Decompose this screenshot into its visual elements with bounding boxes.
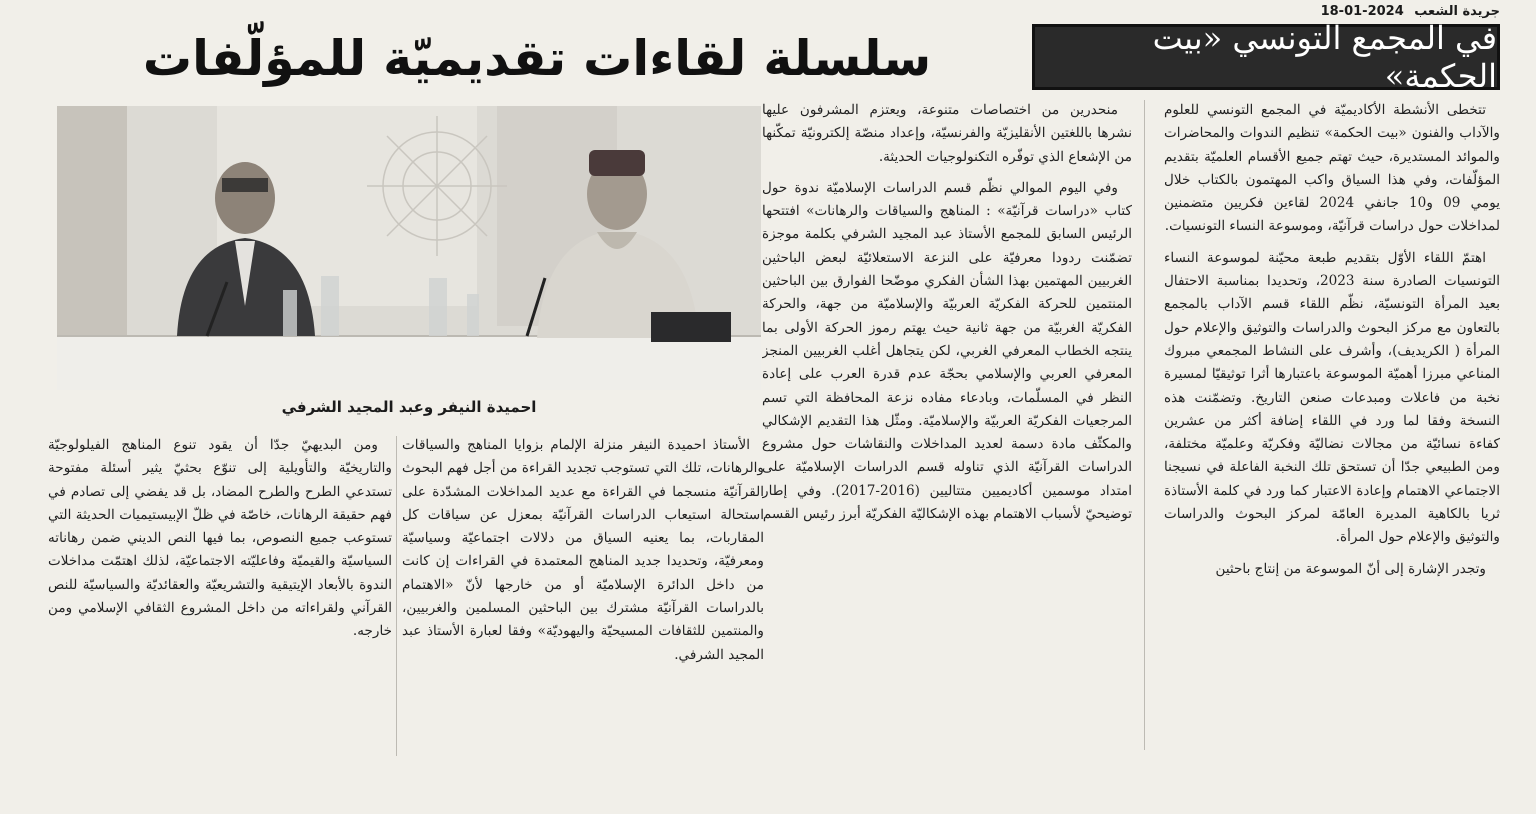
article-column-2 bbox=[762, 99, 1132, 769]
paragraph: تتخطى الأنشطة الأكاديميّة في المجمع التونسي للعلوم والآداب والفنون «بيت الحكمة» تنظيم الندوات والمحاضرات والموائد المستديرة، حيث تهتم جميع الأقسام العلميّة بتقديم المؤلّفات، وفي هذا السياق واكب المهتمون بالكتاب خلال يومي 09 و10 جانفي 2024 لقاءين فكريين متضمنين لمداخلات حول دراسات قرآنيّة، وموسوعة النساء التونسيات. bbox=[1164, 102, 1500, 235]
paragraph: ومن البديهيّ جدّا أن يقود تنوع المناهج الفيلولوجيّة والتاريخيّة والتأويلية إلى تنوّع بحثيّ يثير أسئلة مفتوحة تستدعي الطرح والطرح المضاد، بل قد يفضي إلى تصادم في فهم حقيقة الرهانات، خاصّة في ظلّ الإبيستيميات الحديثة التي تستوعب جميع النصوص، بما فيها النص الديني ضمن رهاناته السياسيّة والقيميّة وفاعليّته الاجتماعيّة، لذلك اهتمّت مداخلات الندوة بالأبعاد الإيتيقية والتشريعيّة والعقائديّة والسياسيّة للنص القرآني ولقراءاته من داخل المشروع الثقافي الإسلامي ومن خارجه. bbox=[48, 437, 392, 640]
paragraph: اهتمّ اللقاء الأوّل بتقديم طبعة محيّنة لموسوعة النساء التونسيات الصادرة سنة 2023، وتحديدا بمناسبة الاحتفال بعيد المرأة التونسيّة، نظّم اللقاء قسم الآداب بالمجمع بالتعاون مع مركز البحوث والدراسات والتوثيق والإعلام حول المرأة ( الكريديف)، وأشرف على النشاط المجمعي مبروك المناعي مبرزا أهميّة الموسوعة باعتبارها أثرا توثيقيّا لمسيرة نخبة من فاعلات ومبدعات صنعن التاريخ. وتضمّنت هذه النسخة وفقا لما ورد في اللقاء إضافة أكثر من عشرين كفاءة نسائيّة من مجالات نضاليّة وفكريّة وعلميّة مختلفة، ومن الطبيعي جدّا أن تستحق تلك النخبة الفاعلة في نسيجنا الاجتماعي الاهتمام وإعادة الاعتبار كما ورد في كلمة الأستاذة ثريا بالكاهية المديرة العامّة لمركز البحوث والدراسات والتوثيق والإعلام حول المرأة. bbox=[1164, 249, 1500, 546]
photo-illustration bbox=[57, 106, 761, 390]
article-column-1 bbox=[1164, 99, 1500, 749]
paper-name: جريدة الشعب bbox=[1414, 4, 1500, 19]
kicker-banner: في المجمع التونسي «بيت الحكمة» bbox=[1032, 24, 1500, 90]
event-photo bbox=[57, 106, 761, 390]
masthead bbox=[1321, 4, 1500, 19]
photo-caption: احميدة النيفر وعبد المجيد الشرفي bbox=[281, 398, 537, 416]
paragraph: منحدرين من اختصاصات متنوعة، ويعتزم المشرفون عليها نشرها باللغتين الأنقليزيّة والفرنسيّة، وإعداد منصّة إلكترونيّة تمكّنها من الإشعاع الذي توفّره التكنولوجيات الحديثة. bbox=[762, 102, 1132, 165]
paragraph: وفي اليوم الموالي نظّم قسم الدراسات الإسلاميّة ندوة حول كتاب «دراسات قرآنيّة» : المناهج والسياقات والرهانات» افتتحها الرئيس السابق للمجمع الأستاذ عبد المجيد الشرفي بكلمة موجزة تضمّنت ردودا معرفيّة على النزعة الاستعلائيّة لبعض الباحثين الغربيين المهتمين بهذا الشأن الفكري موضّحا الفوارق بين الباحثين المنتمين للحركة الفكريّة العربيّة والإسلاميّة من جهة، والحركة الفكريّة الغربيّة من جهة ثانية حيث يهتم رموز الحركة الأولى بما ينتجه الخطاب المعرفي الغربي، لكن يتجاهل أغلب الغربيين المنجز المعرفي العربي والإسلامي بحجّة عدم قدرة العرب على إعادة النظر في المسلّمات، وبادعاء مفاده نزعة المحافظة التي تسم المرجعيات الفكريّة العربيّة والإسلاميّة. ومثّل هذا التقديم الإشكالي والمكثّف مادة دسمة لعديد المداخلات والنقاشات حول مشروع الدراسات القرآنيّة الذي تناوله قسم الدراسات الإسلاميّة على امتداد موسمين أكاديميين متتاليين (2016-2017). وفي إطار توضيحيّ لأسباب الاهتمام بهذه الإشكاليّة الفكريّة أبرز رئيس القسم bbox=[762, 179, 1132, 523]
issue-date: 2024-01-18 bbox=[1320, 4, 1404, 19]
column-divider bbox=[1144, 100, 1145, 750]
article-column-4 bbox=[48, 434, 392, 744]
paragraph: الأستاذ احميدة النيفر منزلة الإلمام بزوايا المناهج والسياقات والرهانات، تلك التي تستوجب تجديد القراءة من أجل فهم البحوث القرآنيّة منسجما في القراءة مع عديد المداخلات المشدّدة على استحالة استيعاب الدراسات القرآنيّة بمعزل عن سياقات كل المقاربات، بما يعنيه السياق من دلالات اجتماعيّة وسياسيّة ومعرفيّة، وتحديدا جديد المناهج المعتمدة في القراءات إن كانت من داخل الدائرة الإسلاميّة أو من خارجها لأنّ «الاهتمام بالدراسات القرآنيّة مشترك بين الباحثين المسلمين والغربيين، والمنتمين للثقافات المسيحيّة واليهوديّة» وفقا لعبارة الأستاذ عبد المجيد الشرفي. bbox=[402, 437, 764, 663]
column-divider bbox=[396, 436, 397, 756]
paragraph: وتجدر الإشارة إلى أنّ الموسوعة من إنتاج باحثين bbox=[1215, 560, 1486, 577]
article-headline: سلسلة لقاءات تقديميّة للمؤلّفات bbox=[142, 29, 932, 87]
article-column-3 bbox=[402, 434, 764, 774]
